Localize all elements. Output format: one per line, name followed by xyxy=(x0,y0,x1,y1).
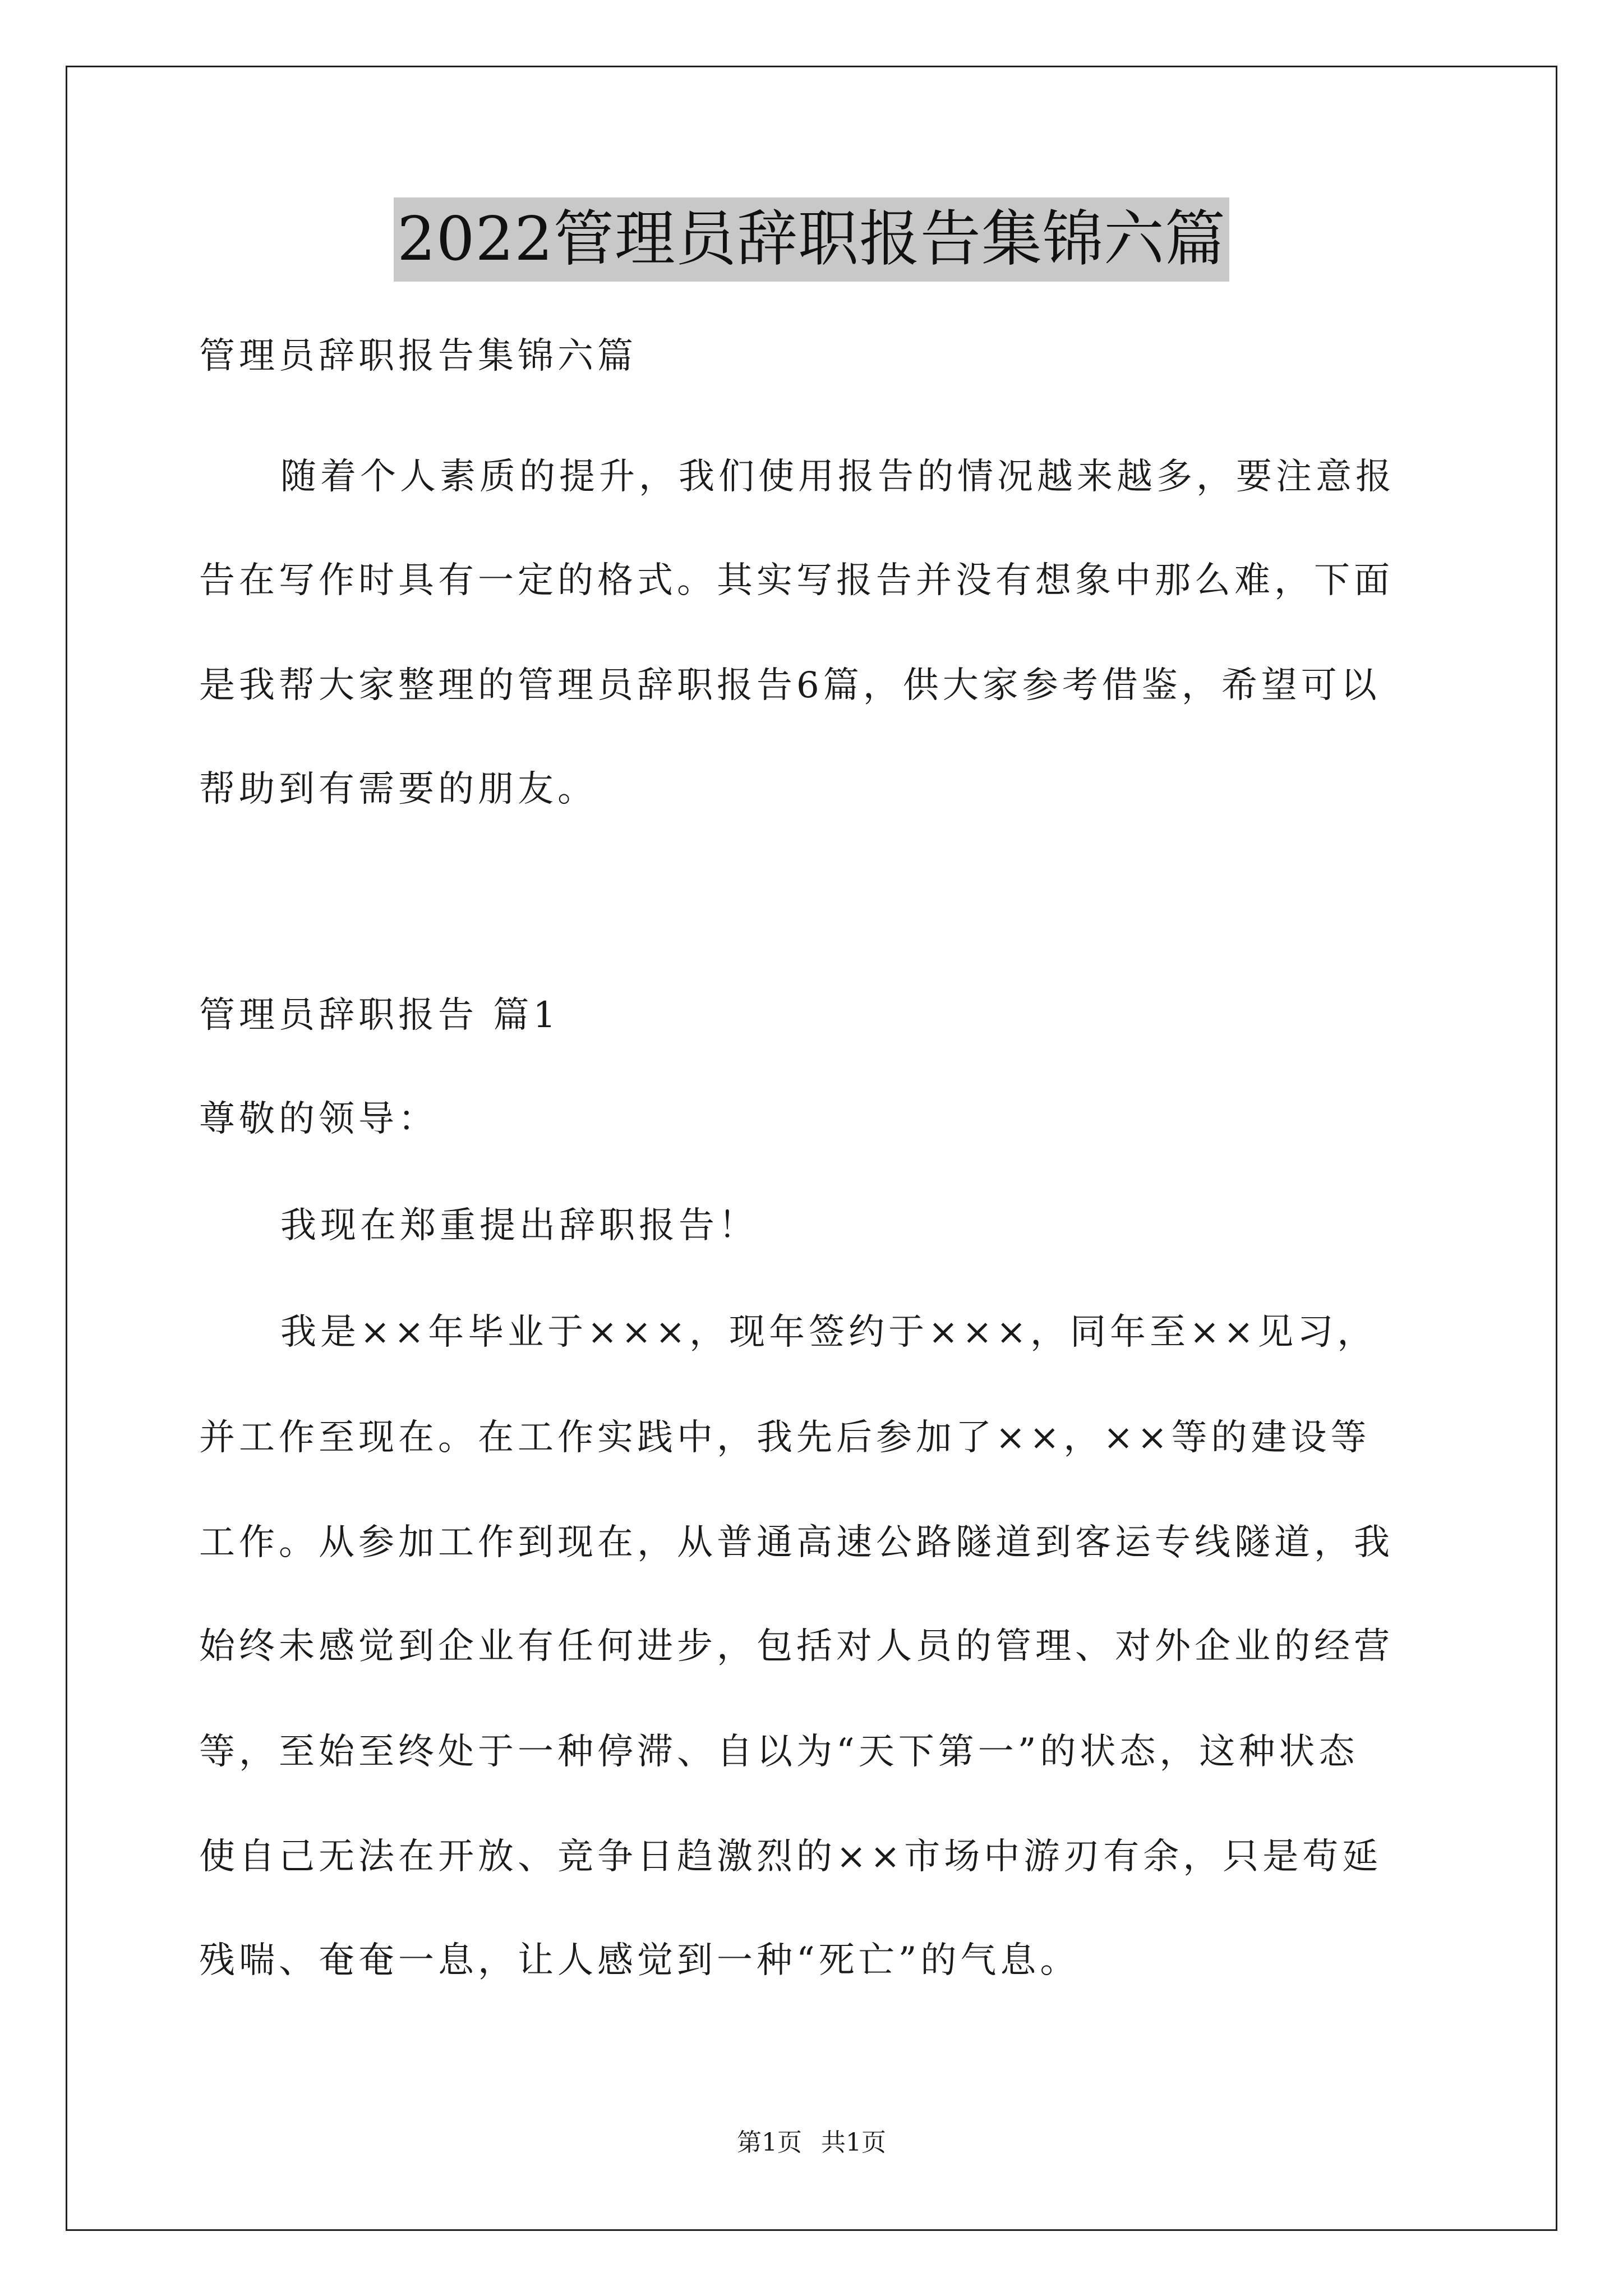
body-line: 等，至始至终处于一种停滞、自以为“天下第一”的状态，这种状态 xyxy=(199,1731,1359,1773)
body-line: 残喘、奄奄一息，让人感觉到一种“死亡”的气息。 xyxy=(199,1940,1080,1981)
body-line: 我现在郑重提出辞职报告！ xyxy=(280,1205,758,1246)
body-line: 帮助到有需要的朋友。 xyxy=(199,769,597,810)
body-line: 并工作至现在。在工作实践中，我先后参加了××，××等的建设等 xyxy=(199,1417,1371,1458)
body-line: 是我帮大家整理的管理员辞职报告6篇，供大家参考借鉴，希望可以 xyxy=(199,665,1381,706)
body-line: 始终未感觉到企业有任何进步，包括对人员的管理、对外企业的经营 xyxy=(199,1626,1394,1667)
page-total: 共1页 xyxy=(821,2128,886,2157)
title-container xyxy=(0,197,1623,282)
page-footer xyxy=(0,2126,1623,2160)
section-heading: 管理员辞职报告 篇1 xyxy=(199,995,560,1036)
body-line: 我是××年毕业于×××，现年签约于×××，同年至××见习， xyxy=(280,1312,1377,1353)
document-title: 2022管理员辞职报告集锦六篇 xyxy=(394,197,1229,282)
salutation-line: 尊敬的领导： xyxy=(199,1098,438,1140)
page-border xyxy=(66,66,1557,2231)
body-line: 工作。从参加工作到现在，从普通高速公路隧道到客运专线隧道，我 xyxy=(199,1522,1394,1563)
body-line: 使自己无法在开放、竞争日趋激烈的××市场中游刃有余，只是苟延 xyxy=(199,1836,1382,1878)
body-line: 告在写作时具有一定的格式。其实写报告并没有想象中那么难，下面 xyxy=(199,560,1394,601)
page-number: 第1页 xyxy=(737,2128,802,2157)
body-line: 随着个人素质的提升，我们使用报告的情况越来越多，要注意报 xyxy=(280,456,1395,498)
subtitle-line: 管理员辞职报告集锦六篇 xyxy=(199,335,637,377)
